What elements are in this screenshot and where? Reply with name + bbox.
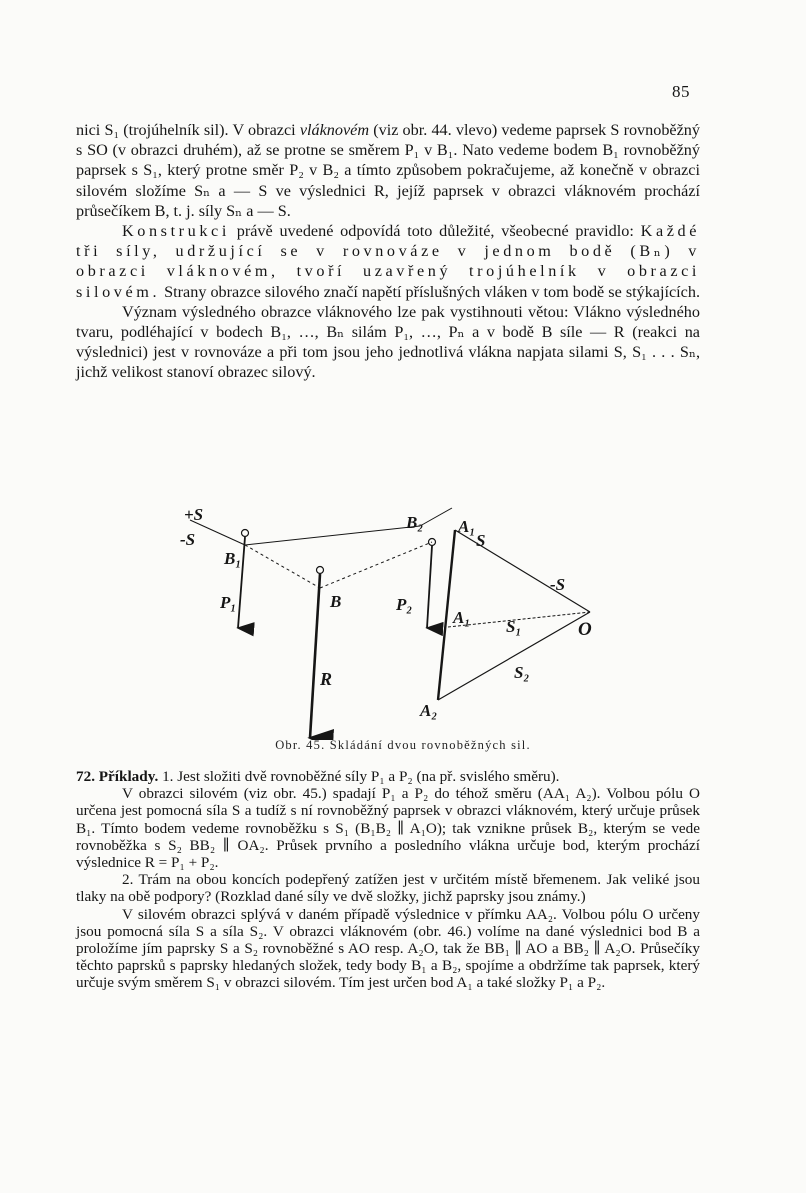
example-paragraph [76,768,700,785]
label-a1-top: A₁ [458,517,476,536]
example-paragraph [76,785,700,871]
body-text-segment: Význam výsledného obrazce vláknového lze pak vystihnouti větou: Vlákno výsledného tvaru, podléhající v bodech B₁, …, Bₙ silám P₁, …, Pₙ a v bodě B síle — R (reakci na výslednici) jest v rovnováze a při tom jsou jeho jednotlivá vlákna napjata silami S, S₁ . . . Sₙ, jichž velikost stanoví obrazec silový. [76,302,700,382]
body-text-segment: (viz obr. 44. vlevo) vedeme paprsek S rovnoběžný s SO (v obrazci druhém), až se protne se směrem P₁ v B₁. Nato vedeme bodem B₁ rovnoběžný paprsek s S₁, který protne směr P₂ v B₂ a tímto způsobem pokračujeme, až konečně v obrazci silovém složíme Sₙ a — S ve výslednici R, jejíž paprsek v obrazci vláknovém prochází průsečíkem B, t. j. síly Sₙ a — S. [76,121,700,220]
label-plus-s: +S [184,505,204,524]
label-p1: P₁ [220,593,237,612]
example-text-segment: 1. Jest složiti dvě rovnoběžné síly P₁ a P₂ (na př. svislého směru). [158,768,560,785]
examples-section [76,768,700,992]
example-paragraph [76,906,700,992]
body-text-segment: Konstrukci [122,222,230,241]
example-paragraph [76,871,700,905]
label-o: O [578,619,592,640]
figure-45 [170,500,650,740]
string-s1 [245,526,420,545]
string-s2-dashed [320,542,432,588]
label-b1: B₁ [224,549,242,568]
string-s-dashed [245,545,320,588]
label-b2: B₂ [406,513,424,532]
page-number: 85 [672,82,690,101]
label-a1-mid: A₁ [453,608,471,627]
b1-node [242,530,249,537]
body-text-segment: nici S₁ (trojúhelník sil). V obrazci [76,121,300,139]
figure-caption: Obr. 45. Skládání dvou rovnoběžných sil. [275,738,531,752]
b-node [317,567,324,574]
r-arrow [310,574,320,738]
body-text [76,120,700,383]
p2-arrow [427,546,432,628]
label-minus-s-right: -S [550,575,566,594]
funicular-polygon-diagram [170,500,650,740]
body-text-segment: Každé tři síly, udržující se v rovnováze v jednom bodě (Bₙ) v obrazci vláknovém, tvoří uzavřený trojúhelník v obrazci silovém. [76,222,700,301]
body-paragraph [76,302,700,383]
label-s-top: S [476,531,486,550]
example-text-segment: 72. Příklady. [76,768,159,785]
label-a2: A₂ [420,701,438,720]
body-paragraph [76,120,700,221]
body-text-segment: právě uvedené odpovídá toto důležité, všeobecné pravidlo: [229,222,641,241]
label-b: B [330,592,342,611]
example-text-segment: V obrazci silovém (viz obr. 45.) spadají P₁ a P₂ do téhož směru (AA₁ A₂). Volbou pólu O určena jest pomocná síla S a tudíž s ní rovnoběžný paprsek v obrazci vláknovém, který určuje průsek B₁. Tímto bodem vedeme rovnoběžku s S₁ (B₁B₂ ∥ A₁O); tak vznikne průsek B₂, kterým se vede rovnoběžka s S₂ BB₂ ∥ OA₂. Průsek prvního a posledního vlákna určuje bod, kterým prochází výslednice R = P₁ + P₂. [76,785,700,872]
label-s1: S₁ [506,617,522,636]
body-paragraph [76,221,700,302]
example-text-segment: V silovém obrazci splývá v daném případě výslednice v přímku AA₂. Volbou pólu O určeny jsou pomocná síla S a síla S₂. V obrazci vláknovém (obr. 46.) volíme na dané výslednici bod B a proložíme jím paprsky S a S₂ rovnoběžné s AO resp. A₂O, tak že BB₁ ∥ AO a BB₂ ∥ A₂O. Průsečíky těchto paprsků s paprsky hledaných složek, tedy body B₁ a B₂, spojíme a obdržíme tak paprsek, který určuje svým směrem S₁ v obrazci silovém. Tím jest určen bod A₁ a také složky P₁ a P₂. [76,905,700,992]
string-s1-ext [420,508,452,526]
label-p2: P₂ [396,595,413,614]
body-text-segment: vláknovém [299,121,370,139]
label-r: R [320,669,333,689]
label-s2: S₂ [514,663,530,682]
example-text-segment: 2. Trám na obou koncích podepřený zatížen jest v určitém místě břemenem. Jak veliké jsou tlaky na obě podpory? (Rozklad dané síly ve dvě složky, jichž paprsky jsou známy.) [76,871,700,906]
body-text-segment: Strany obrazce silového značí napětí příslušných vláken v tom bodě se stýkajících. [160,282,700,301]
label-minus-s: -S [180,530,196,549]
